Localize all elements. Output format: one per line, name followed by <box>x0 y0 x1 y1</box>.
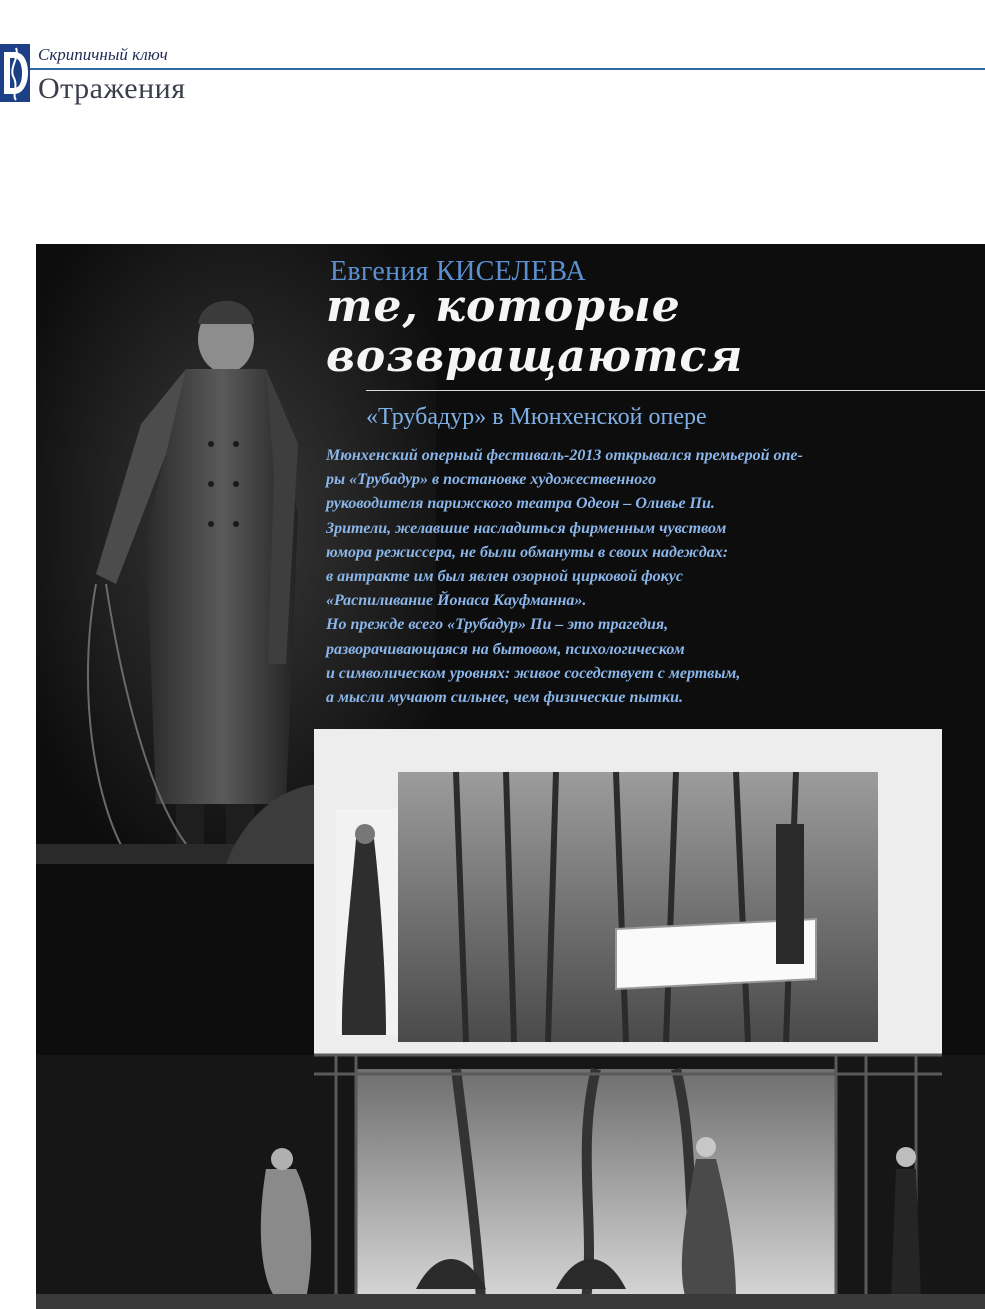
article-author: Евгения КИСЕЛЕВА <box>330 256 587 287</box>
lede-line: ры «Трубадур» в постановке художественного <box>326 471 657 489</box>
lede-line: и символическом уровнях: живое соседствует с мертвым, <box>326 664 741 682</box>
article-headline <box>326 282 966 382</box>
stage-photo <box>36 729 985 1309</box>
section-logo-icon <box>0 44 30 102</box>
lede-line: Зрители, желавшие насладиться фирменным чувством <box>326 519 727 537</box>
headline-divider <box>366 390 985 391</box>
article-subtitle: «Трубадур» в Мюнхенской опере <box>366 404 707 430</box>
lede-line: Но прежде всего «Трубадур» Пи – это трагедия, <box>326 616 669 634</box>
lede-line: юмора режиссера, не были обмануты в своих надеждах: <box>326 543 729 561</box>
page-header <box>0 0 985 120</box>
section-kicker: Скрипичный ключ <box>38 45 168 64</box>
header-divider <box>30 68 985 70</box>
lede-line: разворачивающаяся на бытовом, психологическом <box>326 640 685 658</box>
lede-line: Мюнхенский оперный фестиваль-2013 открывался премьерой опе- <box>326 447 803 464</box>
article-lede <box>326 444 926 710</box>
section-title: Отражения <box>38 72 186 105</box>
lede-line: в антракте им был явлен озорной цирковой фокус <box>326 568 683 586</box>
headline-line-2: возвращаются <box>326 331 744 382</box>
headline-line-1: те, которые <box>326 281 681 332</box>
lede-line: а мысли мучают сильнее, чем физические пытки. <box>326 689 683 707</box>
article-feature <box>36 244 985 1309</box>
lede-line: руководителя парижского театра Одеон – Оливье Пи. <box>326 495 715 513</box>
lede-line: «Распиливание Йонаса Кауфманна». <box>326 592 587 610</box>
